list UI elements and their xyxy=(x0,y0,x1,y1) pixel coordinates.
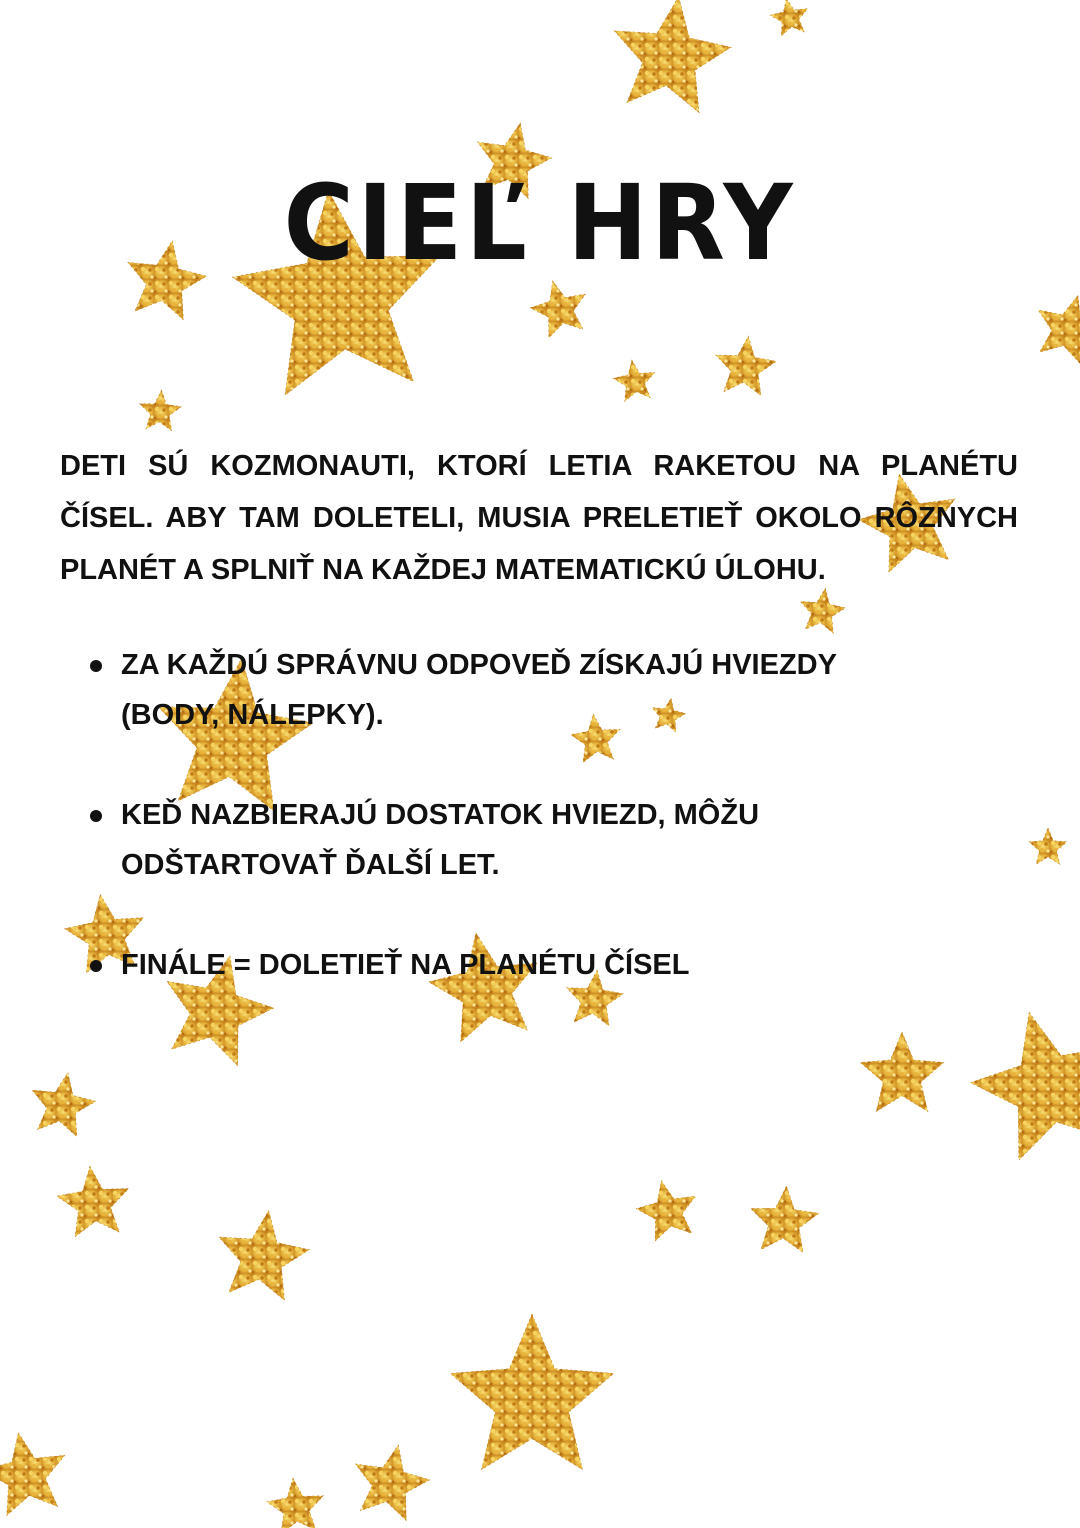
gold-glitter-star-icon xyxy=(860,1032,944,1112)
gold-glitter-star-icon xyxy=(530,281,585,338)
gold-glitter-star-icon xyxy=(450,1314,614,1470)
gold-glitter-star-icon xyxy=(1038,295,1080,363)
bullet-icon xyxy=(90,960,102,972)
gold-glitter-star-icon xyxy=(751,1186,819,1252)
gold-glitter-star-icon xyxy=(267,1478,324,1528)
gold-glitter-star-icon xyxy=(355,1445,429,1521)
gold-glitter-star-icon xyxy=(0,1433,65,1516)
gold-glitter-star-icon xyxy=(614,0,731,113)
gold-glitter-star-icon xyxy=(140,390,182,431)
rule-item-points xyxy=(60,640,960,740)
gold-glitter-star-icon xyxy=(636,1181,696,1242)
gold-glitter-star-icon xyxy=(716,336,777,396)
gold-glitter-star-icon xyxy=(219,1211,309,1301)
gold-glitter-star-icon xyxy=(57,1166,129,1237)
bullet-icon xyxy=(90,810,102,822)
rule-text: FINÁLE = DOLETIEŤ NA PLANÉTU ČÍSEL xyxy=(121,949,690,981)
rule-text: ZA KAŽDÚ SPRÁVNU ODPOVEĎ ZÍSKAJÚ HVIEZDY (BODY, NÁLEPKY). xyxy=(121,649,837,731)
gold-glitter-star-icon xyxy=(613,360,655,401)
gold-glitter-star-icon xyxy=(970,1012,1080,1160)
gold-glitter-star-icon xyxy=(1029,828,1067,864)
intro-paragraph: DETI SÚ KOZMONAUTI, KTORÍ LETIA RAKETOU NA PLANÉTU ČÍSEL. ABY TAM DOLETELI, MUSIA PRELETIEŤ OKOLO RÔZNYCH PLANÉT A SPLNIŤ NA KAŽDEJ MATEMATICKÚ ÚLOHU. xyxy=(60,450,1018,586)
gold-glitter-star-icon xyxy=(32,1073,96,1137)
rule-item-next-flight xyxy=(60,790,960,890)
bullet-icon xyxy=(90,660,102,672)
page-title: CIEĽ HRY xyxy=(283,162,797,284)
rule-item-finale xyxy=(60,940,960,990)
rule-text: KEĎ NAZBIERAJÚ DOSTATOK HVIEZD, MÔŽU ODŠTARTOVAŤ ĎALŠÍ LET. xyxy=(121,799,760,881)
gold-glitter-star-icon xyxy=(770,0,808,36)
